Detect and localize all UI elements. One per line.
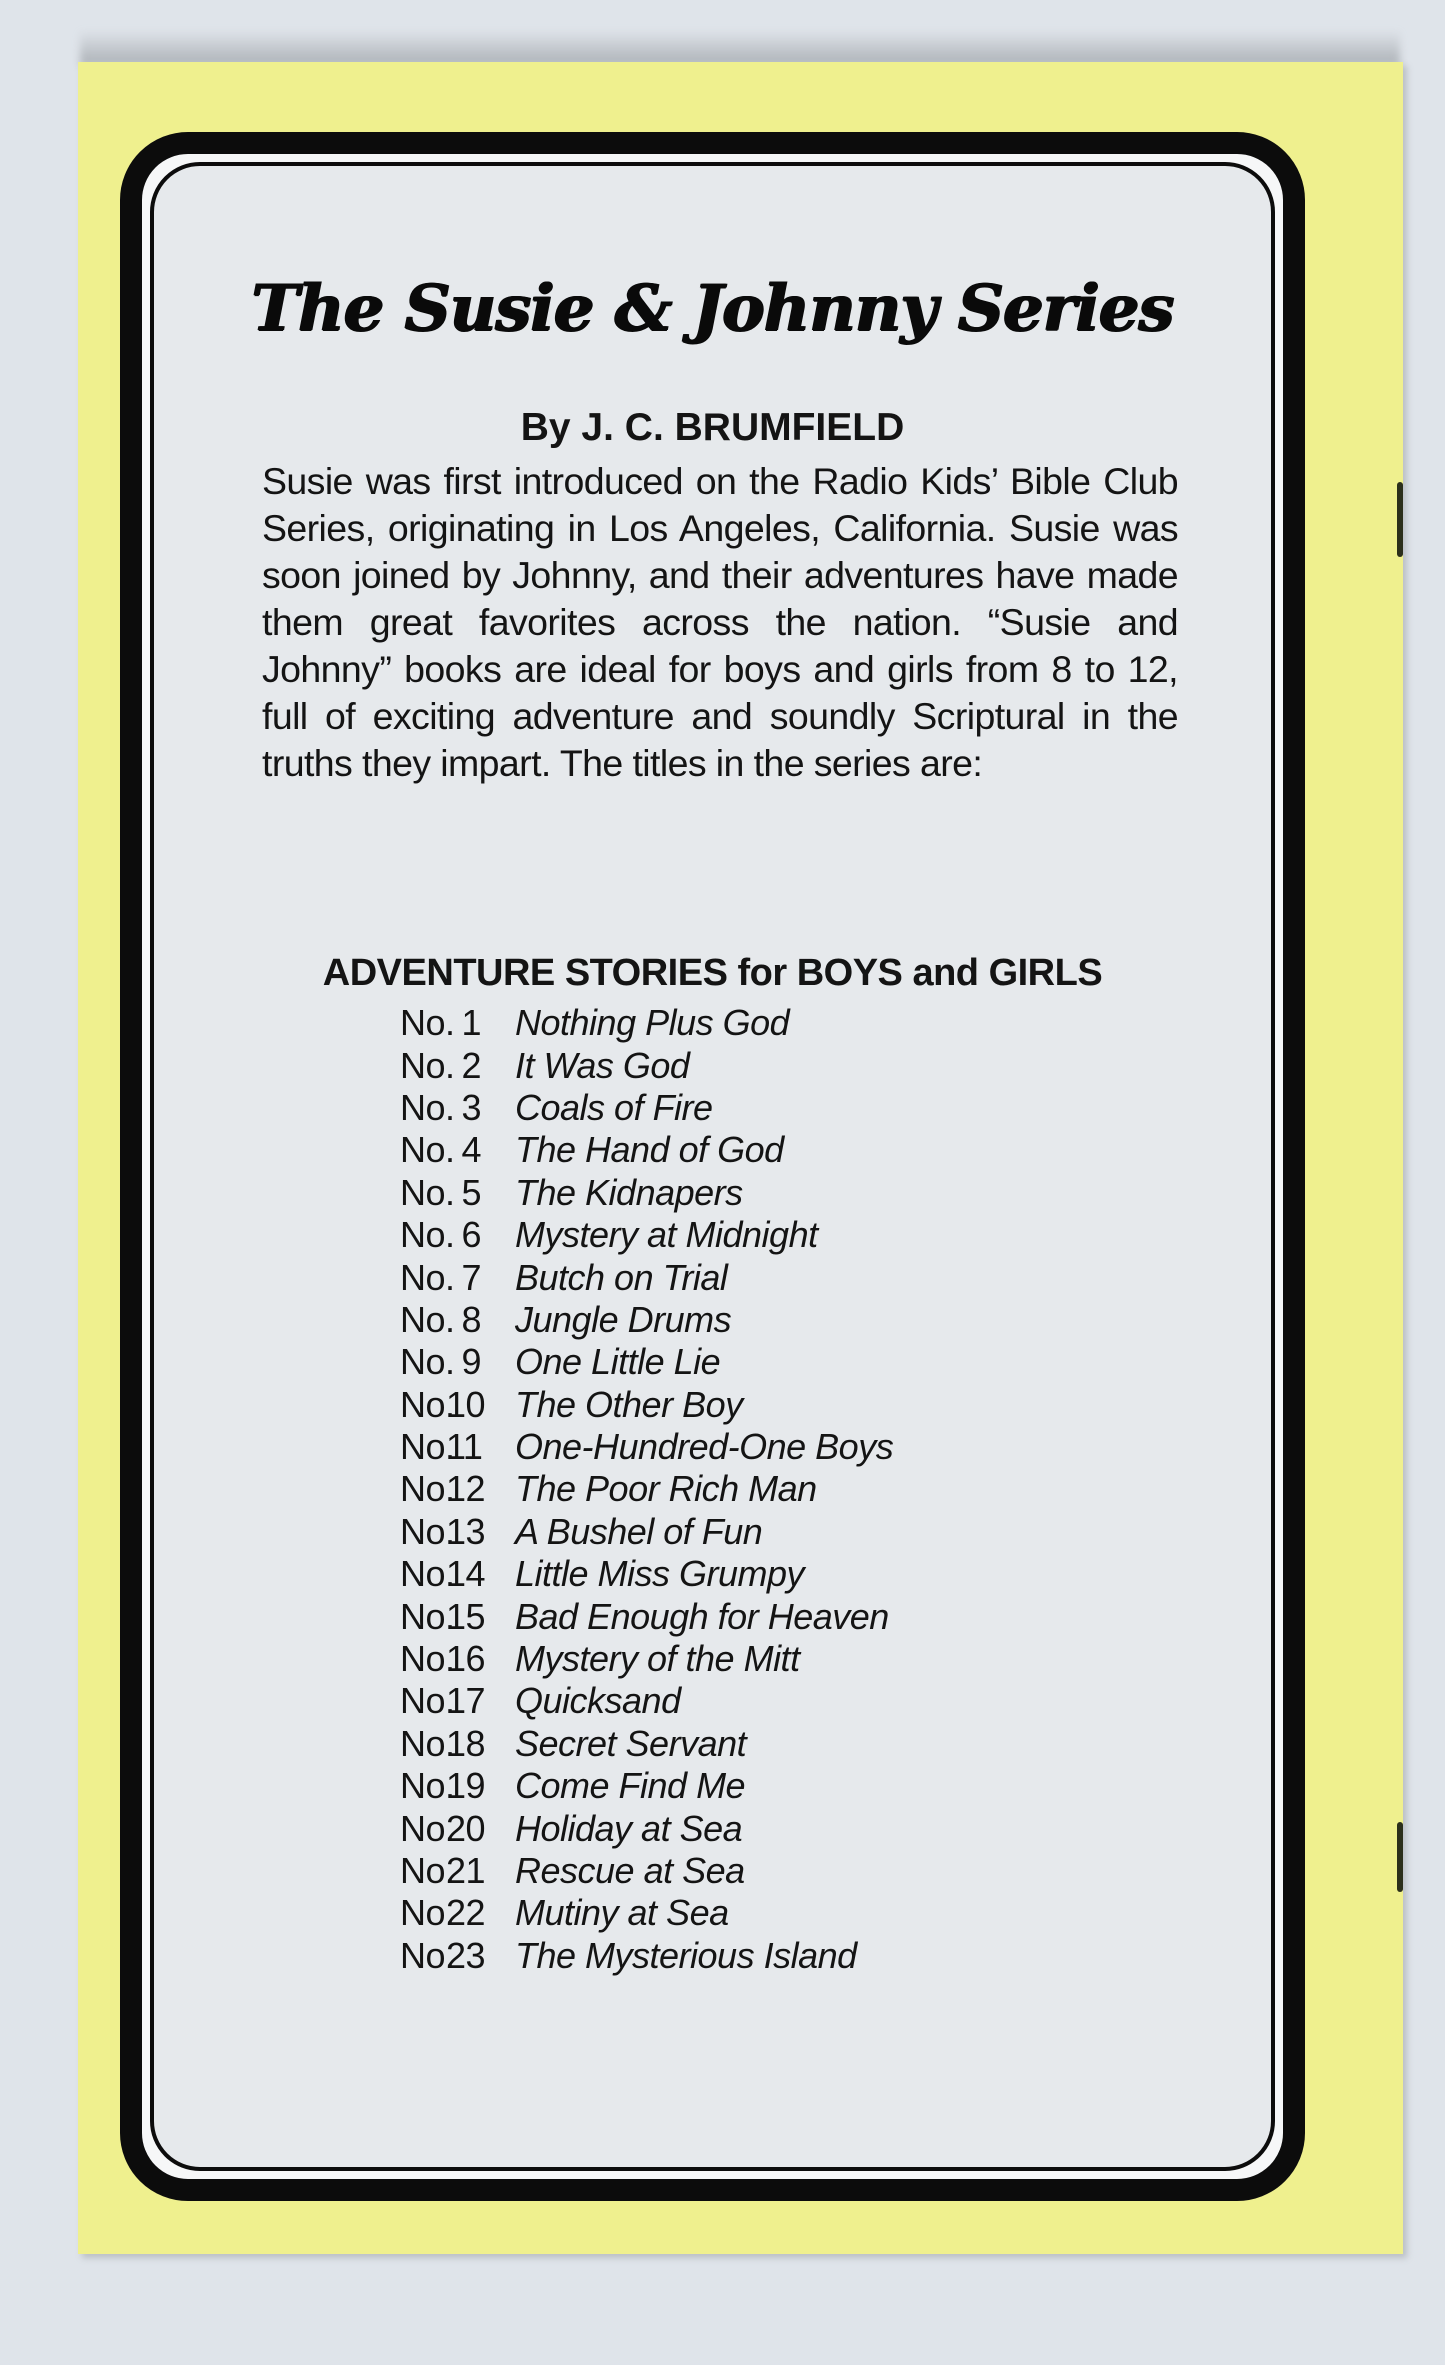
- book-number: 8: [461, 1298, 481, 1340]
- section-heading: ADVENTURE STORIES for BOYS and GIRLS: [322, 952, 1103, 994]
- booklet-back-cover: [78, 62, 1403, 2254]
- number-label: No.: [400, 1341, 455, 1383]
- number-label: No.: [400, 1298, 455, 1340]
- book-title: Little Miss Grumpy: [515, 1553, 805, 1595]
- list-item: [400, 1172, 893, 1214]
- book-number: 12: [446, 1468, 486, 1510]
- list-item: [400, 1341, 893, 1383]
- book-number: 15: [446, 1595, 486, 1637]
- number-label: No.: [400, 1129, 455, 1171]
- number-label: No.: [400, 1807, 455, 1849]
- book-number: 11: [446, 1426, 483, 1468]
- list-item: [400, 1002, 893, 1044]
- list-item: [400, 1638, 893, 1680]
- number-label: No.: [400, 1383, 455, 1425]
- number-label: No.: [400, 1256, 455, 1298]
- book-title: A Bushel of Fun: [515, 1510, 763, 1552]
- book-number: 14: [446, 1553, 486, 1595]
- number-label: No.: [400, 1214, 455, 1256]
- number-label: No.: [400, 1002, 455, 1044]
- list-item: [400, 1850, 893, 1892]
- intro-paragraph: Susie was first introduced on the Radio Kids’ Bible Club Series, originating in Los Angeles, California. Susie was soon joined by Johnny, and their adventures have made them great favorites across the nation. “Susie and Johnny” books are ideal for boys and girls from 8 to 12, full of exciting adventure and soundly Scriptural in the truths they impart. The titles in the series are:: [262, 460, 1178, 784]
- list-item: [400, 1087, 893, 1129]
- number-label: No.: [400, 1426, 455, 1468]
- number-label: No.: [400, 1044, 455, 1086]
- book-number: 1: [461, 1002, 481, 1044]
- list-item: [400, 1044, 893, 1086]
- list-item: [400, 1765, 893, 1807]
- list-item: [400, 1807, 893, 1849]
- book-number: 5: [461, 1171, 481, 1213]
- book-title: The Mysterious Island: [515, 1934, 857, 1976]
- book-number: 20: [446, 1807, 486, 1849]
- number-label: No.: [400, 1553, 455, 1595]
- book-number: 21: [446, 1850, 486, 1891]
- list-item: [400, 1595, 893, 1637]
- book-title: Mutiny at Sea: [515, 1892, 729, 1934]
- number-label: No.: [400, 1850, 455, 1891]
- book-number: 17: [446, 1680, 486, 1722]
- list-item: [400, 1723, 893, 1765]
- book-title: Bad Enough for Heaven: [515, 1595, 889, 1637]
- book-number: 16: [446, 1638, 486, 1680]
- number-label: No.: [400, 1468, 455, 1510]
- author-byline: By J. C. BRUMFIELD: [520, 406, 905, 449]
- book-title: Coals of Fire: [515, 1086, 713, 1128]
- number-label: No.: [400, 1722, 455, 1764]
- booklet-shadow: [80, 30, 1400, 65]
- book-number: 22: [446, 1892, 486, 1934]
- list-item: [400, 1935, 893, 1977]
- series-title: The Susie & Johnny Series: [251, 271, 1174, 346]
- number-label: No.: [400, 1934, 455, 1976]
- book-number: 13: [446, 1510, 486, 1552]
- list-item: [400, 1426, 893, 1468]
- book-number: 18: [446, 1722, 486, 1764]
- book-title: Butch on Trial: [515, 1256, 728, 1298]
- book-title: The Poor Rich Man: [515, 1468, 817, 1510]
- number-label: No.: [400, 1680, 455, 1722]
- list-item: [400, 1468, 893, 1510]
- book-number: 19: [446, 1765, 486, 1807]
- inner-border-frame: [150, 162, 1275, 2171]
- book-title: Nothing Plus God: [515, 1002, 790, 1044]
- list-item: [400, 1511, 893, 1553]
- book-title: Come Find Me: [515, 1765, 746, 1807]
- staple-mark: [1397, 1822, 1403, 1892]
- book-number: 3: [461, 1086, 481, 1128]
- book-title: The Hand of God: [515, 1129, 784, 1171]
- book-number: 23: [446, 1934, 486, 1976]
- book-title: Holiday at Sea: [515, 1807, 743, 1849]
- book-title: One Little Lie: [515, 1341, 721, 1383]
- list-item: [400, 1680, 893, 1722]
- number-label: No.: [400, 1765, 455, 1807]
- number-label: No.: [400, 1510, 455, 1552]
- book-title: Quicksand: [515, 1680, 681, 1722]
- book-title: Rescue at Sea: [515, 1850, 745, 1891]
- list-item: [400, 1384, 893, 1426]
- book-title: One-Hundred-One Boys: [515, 1426, 894, 1468]
- book-title: Mystery at Midnight: [515, 1214, 818, 1256]
- book-title: The Kidnapers: [515, 1171, 743, 1213]
- list-item: [400, 1892, 893, 1934]
- book-title: The Other Boy: [515, 1383, 743, 1425]
- list-item: [400, 1214, 893, 1256]
- number-label: No.: [400, 1086, 455, 1128]
- list-item: [400, 1129, 893, 1171]
- staple-mark: [1397, 482, 1403, 557]
- cover-content: [154, 166, 1271, 2167]
- book-title-list: [400, 1002, 893, 1977]
- list-item: [400, 1256, 893, 1298]
- book-number: 7: [461, 1256, 481, 1298]
- book-title: It Was God: [515, 1044, 690, 1086]
- book-number: 9: [461, 1341, 481, 1383]
- book-title: Mystery of the Mitt: [515, 1638, 800, 1680]
- number-label: No.: [400, 1171, 455, 1213]
- book-title: Secret Servant: [515, 1722, 747, 1764]
- book-number: 2: [461, 1044, 481, 1086]
- book-number: 10: [446, 1383, 486, 1425]
- book-number: 6: [461, 1214, 481, 1256]
- number-label: No.: [400, 1638, 455, 1680]
- list-item: [400, 1553, 893, 1595]
- rounded-border-frame: [120, 132, 1305, 2201]
- list-item: [400, 1299, 893, 1341]
- number-label: No.: [400, 1892, 455, 1934]
- number-label: No.: [400, 1595, 455, 1637]
- book-title: Jungle Drums: [515, 1298, 732, 1340]
- book-number: 4: [461, 1129, 481, 1171]
